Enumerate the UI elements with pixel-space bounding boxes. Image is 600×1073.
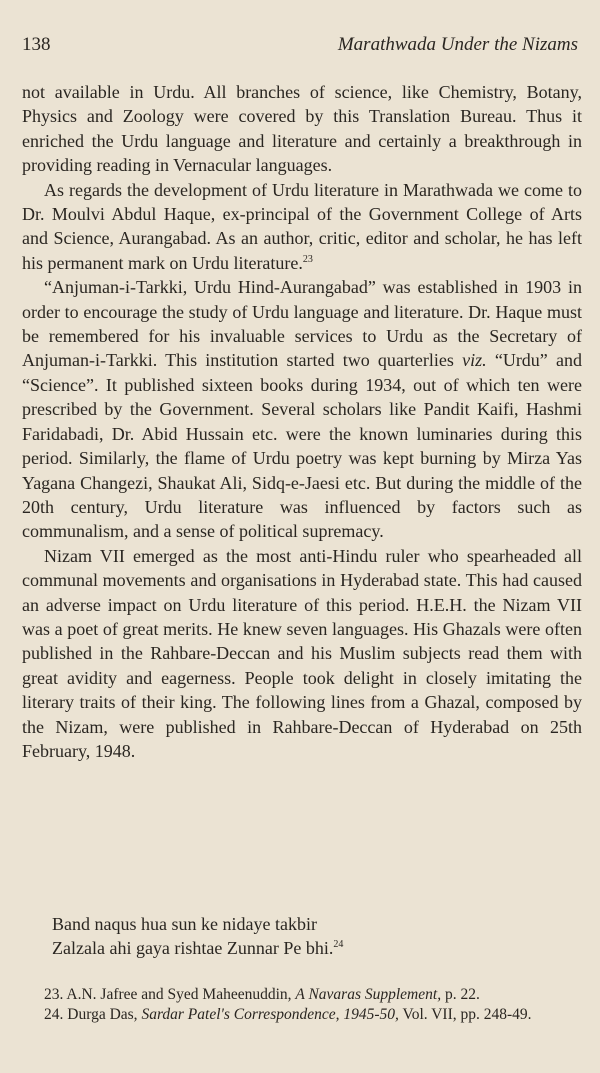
footnote-ref-24: 24 — [333, 939, 344, 950]
running-header — [22, 34, 578, 56]
paragraph-4: Nizam VII emerged as the most anti-Hindu ruler who spearheaded all communal movements and organisations in Hyderabad state. This had caused an adverse impact on Urdu literature of this period. H.E.H. the Nizam VII was a poet of great merits. He knew seven languages. His Ghazals were often published in the Rahbare-Deccan and his Muslim subjects read them with great avidity and eagerness. People took delight in closely imitating the literary traits of their king. The following lines from a Ghazal, composed by the Nizam, were published in Rahbare-Deccan of Hyderabad on 25th February, 1948. — [22, 545, 582, 761]
footnote-23: 23. A.N. Jafree and Syed Maheenuddin, A Navaras Supplement, p. 22. — [44, 986, 480, 1003]
paragraph-1: not available in Urdu. All branches of science, like Chemistry, Botany, Physics and Zoology were covered by this Translation Bureau. Thus it enriched the Urdu language and literature and certainly a breakthrough in providing reading in Vernacular languages. — [22, 82, 582, 176]
running-title: Marathwada Under the Nizams — [337, 34, 578, 55]
footnote-ref-23: 23 — [302, 253, 313, 265]
verse-line-1: Band naqus hua sun ke nidaye takbir — [52, 914, 317, 934]
ghazal-verse — [52, 912, 343, 960]
page-number: 138 — [22, 34, 51, 55]
main-text — [22, 80, 582, 763]
paragraph-2: As regards the development of Urdu literature in Marathwada we come to Dr. Moulvi Abdul Haque, ex-principal of the Government College of Arts and Science, Aurangabad. As an author, critic, editor and scholar, he has left his permanent mark on Urdu literature.$^{23}$ — [22, 179, 582, 273]
paragraph-3: “Anjuman-i-Tarkki, Urdu Hind-Aurangabad” was established in 1903 in order to encourage the study of Urdu language and literature. Dr. Haque must be remembered for his invaluable services to Urdu as the Secretary of Anjuman-i-Tarkki. This institution started two quarterlies viz. “Urdu” and “Science”. It published sixteen books during 1934, out of which ten were prescribed by the Government. Several scholars like Pandit Kaifi, Hashmi Faridabadi, Dr. Abid Hussain etc. were the known luminaries during this period. Similarly, the flame of Urdu poetry was kept burning by Mirza Yas Yagana Changezi, Shaukat Ali, Sidq-e-Jaesi etc. But during the middle of the 20th century, Urdu literature was influenced by factors such as communalism, and a sense of political supremacy. — [22, 277, 582, 542]
footnotes — [22, 985, 582, 1025]
footnote-24: 24. Durga Das, Sardar Patel's Correspondence, 1945-50, Vol. VII, pp. 248-49. — [44, 1006, 532, 1023]
verse-line-2: Zalzala ahi gaya rishtae Zunnar Pe bhi.$^{24}$ — [52, 938, 344, 958]
